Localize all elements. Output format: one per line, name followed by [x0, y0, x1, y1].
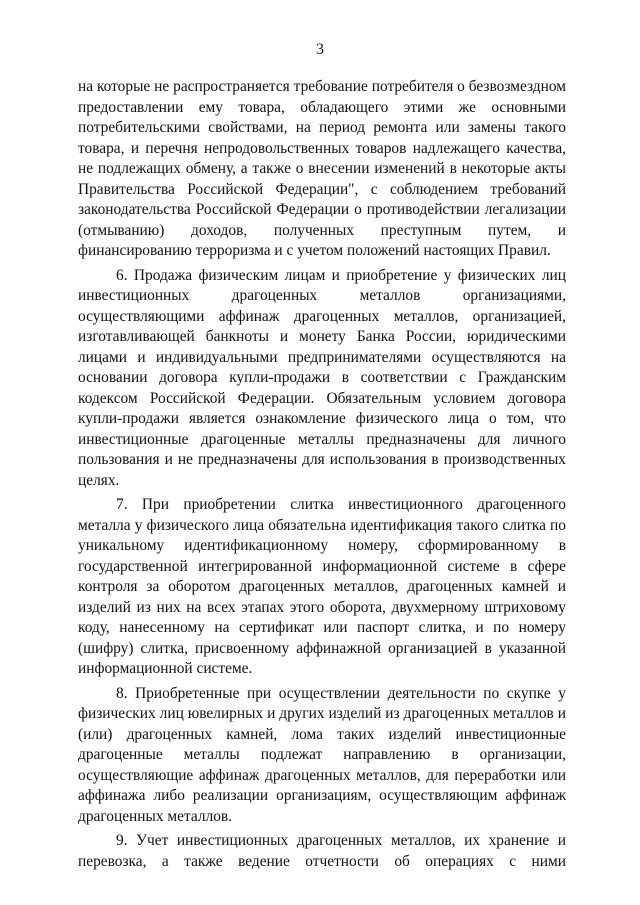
paragraph-6: 6. Продажа физическим лицам и приобретение у физических лиц инвестиционных драгоценных металлов организациями, осуществляющими аффинаж драгоценных металлов, организацией, изготавливающей банкноты и монету Банка России, юридическими лицами и индивидуальными предпринимателями осуществляются на основании договора купли-продажи в соответствии с Гражданским кодексом Российской Федерации. Обязательным условием договора купли-продажи является ознакомление физического лица о том, что инвестиционные драгоценные металлы предназначены для личного пользования и не предназначены для использования в производственных целях.	[78, 266, 566, 489]
paragraph-8: 8. Приобретенные при осуществлении деятельности по скупке у физических лиц ювелирных и других изделий из драгоценных металлов и (или) драгоценных камней, лома таких изделий инвестиционные драгоценные металлы подлежат направлению в организации, осуществляющие аффинаж драгоценных металлов, для переработки или аффинажа либо реализации организациям, осуществляющим аффинаж драгоценных металлов.	[78, 684, 566, 825]
document-body	[78, 77, 566, 876]
paragraph-continuation: на которые не распространяется требование потребителя о безвозмездном предоставлении ему товара, обладающего этими же основными потребительскими свойствами, на период ремонта или замены такого товара, и перечня непродовольственных товаров надлежащего качества, не подлежащих обмену, а также о внесении изменений в некоторые акты Правительства Российской Федерации", с соблюдением требований законодательства Российской Федерации о противодействии легализации (отмыванию) доходов, полученных преступным путем, и финансированию терроризма и с учетом положений настоящих Правил.	[78, 78, 566, 259]
paragraph-7: 7. При приобретении слитка инвестиционного драгоценного металла у физического лица обязательна идентификация такого слитка по уникальному идентификационному номеру, сформированному в государственной интегрированной информационной системе в сфере контроля за оборотом драгоценных металлов, драгоценных камней и изделий из них на всех этапах этого оборота, двухмерному штриховому коду, нанесенному на сертификат или паспорт слитка, и по номеру (шифру) слитка, присвоенному аффинажной организацией в указанной информационной системе.	[78, 496, 566, 677]
paragraph-9: 9. Учет инвестиционных драгоценных металлов, их хранение и перевозка, а также ведение отчетности об операциях с ними	[78, 832, 566, 870]
page-number: 3	[316, 41, 324, 58]
